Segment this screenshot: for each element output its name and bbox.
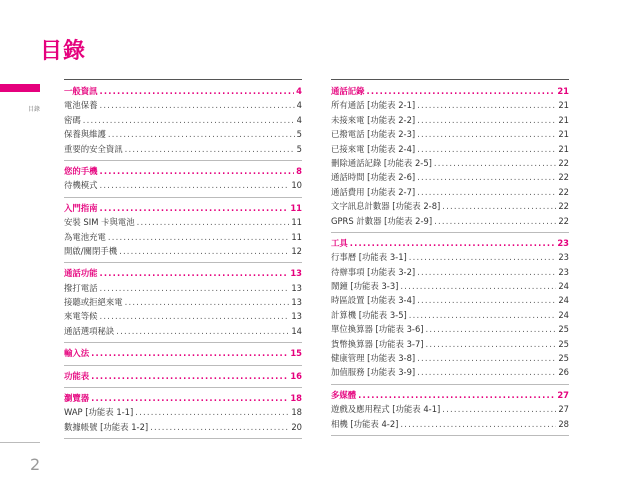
section-title: 通話功能 <box>64 268 98 279</box>
entry-title: 已接來電 [功能表 2-4] <box>331 143 416 154</box>
page-title: 目錄 <box>40 39 87 64</box>
toc-section-heading[interactable] <box>331 236 569 250</box>
toc-entry[interactable] <box>64 178 302 192</box>
entry-title: 保養與維護 <box>64 129 106 140</box>
toc-entry[interactable] <box>64 281 302 295</box>
dot-leader <box>417 98 556 112</box>
toc-right-column <box>331 79 569 436</box>
toc-section <box>64 161 302 198</box>
toc-entry[interactable] <box>64 244 302 258</box>
entry-title: 鬧鐘 [功能表 3-3] <box>331 281 399 292</box>
entry-title: 已撥電話 [功能表 2-3] <box>331 129 416 140</box>
entry-title: 重要的安全資訊 <box>64 143 123 154</box>
dot-leader <box>100 266 289 280</box>
page-ref: 12 <box>291 245 302 256</box>
page-ref: 13 <box>291 282 302 293</box>
page-ref: 26 <box>558 367 569 378</box>
page-ref: 25 <box>558 324 569 335</box>
dot-leader <box>108 230 289 244</box>
toc-entry[interactable] <box>64 309 302 323</box>
toc-section-heading[interactable] <box>331 388 569 402</box>
toc-entry[interactable] <box>331 265 569 279</box>
section-title: 通話記錄 <box>331 86 365 96</box>
toc-entry[interactable] <box>64 142 302 156</box>
entry-title: 刪除通話記錄 [功能表 2-5] <box>331 157 432 168</box>
entry-title: 所有通話 [功能表 2-1] <box>331 100 416 111</box>
toc-section-heading[interactable] <box>64 201 302 215</box>
toc-entry[interactable] <box>331 113 569 127</box>
page-ref: 28 <box>558 418 569 429</box>
toc-section <box>64 80 302 161</box>
dot-leader <box>100 98 295 112</box>
toc-entry[interactable] <box>64 127 302 141</box>
entry-title: 密碼 <box>64 114 81 125</box>
entry-title: 數據帳號 [功能表 1-2] <box>64 421 149 432</box>
page-ref: 4 <box>296 86 302 96</box>
toc-section <box>64 263 302 343</box>
page-ref: 18 <box>290 393 302 404</box>
dot-leader <box>417 170 556 184</box>
entry-title: 安裝 SIM 卡與電池 <box>64 217 135 228</box>
dot-leader <box>417 185 556 199</box>
toc-entry[interactable] <box>331 279 569 293</box>
entry-title: 貨幣換算器 [功能表 3-7] <box>331 338 424 349</box>
page-ref: 11 <box>291 231 302 242</box>
dot-leader <box>409 250 557 264</box>
section-title: 工具 <box>331 237 348 248</box>
dot-leader <box>358 388 555 402</box>
dot-leader <box>434 214 556 228</box>
page-ref: 11 <box>291 217 302 228</box>
section-title: 一般資訊 <box>64 86 98 96</box>
dot-leader <box>409 308 557 322</box>
dot-leader <box>367 84 556 98</box>
dot-leader <box>135 405 289 419</box>
entry-title: WAP [功能表 1-1] <box>64 407 134 418</box>
toc-section <box>331 80 569 233</box>
toc-entry[interactable] <box>331 293 569 307</box>
page-ref: 25 <box>558 338 569 349</box>
page-ref: 27 <box>557 389 569 400</box>
page-ref: 22 <box>558 157 569 168</box>
page-ref: 20 <box>291 421 302 432</box>
section-title: 多媒體 <box>331 389 357 400</box>
toc-entry[interactable] <box>331 322 569 336</box>
dot-leader <box>417 113 556 127</box>
page-ref: 22 <box>558 172 569 183</box>
entry-title: 單位換算器 [功能表 3-6] <box>331 324 424 335</box>
dot-leader <box>108 127 295 141</box>
dot-leader <box>83 113 295 127</box>
page-ref: 21 <box>558 129 569 140</box>
entry-title: 待辦事項 [功能表 3-2] <box>331 266 416 277</box>
page-number: 2 <box>30 455 41 474</box>
toc-section <box>64 343 302 365</box>
dot-leader <box>417 351 556 365</box>
dot-leader <box>417 365 556 379</box>
dot-leader <box>417 293 556 307</box>
toc-entry[interactable] <box>64 295 302 309</box>
entry-title: 遊戲及應用程式 [功能表 4-1] <box>331 404 441 415</box>
toc-section-heading[interactable] <box>64 346 302 360</box>
dot-leader <box>100 281 290 295</box>
entry-title: 通話選項秘訣 <box>64 325 115 336</box>
side-tab-marker <box>0 84 40 92</box>
dot-leader <box>100 201 289 215</box>
entry-title: 相機 [功能表 4-2] <box>331 418 399 429</box>
entry-title: 加值服務 [功能表 3-9] <box>331 367 416 378</box>
toc-entry[interactable] <box>64 113 302 127</box>
page-ref: 27 <box>558 404 569 415</box>
toc-section <box>64 198 302 264</box>
entry-title: 時區設置 [功能表 3-4] <box>331 295 416 306</box>
page-ref: 15 <box>290 348 302 359</box>
dot-leader <box>150 420 289 434</box>
toc-entry[interactable] <box>331 365 569 379</box>
toc-entry[interactable] <box>64 230 302 244</box>
page-ref: 21 <box>558 100 569 111</box>
toc-entry[interactable] <box>64 98 302 112</box>
dot-leader <box>426 322 557 336</box>
page-ref: 14 <box>291 325 302 336</box>
dot-leader <box>426 337 557 351</box>
toc-entry[interactable] <box>331 170 569 184</box>
entry-title: 行事曆 [功能表 3-1] <box>331 252 407 263</box>
toc-section-heading[interactable] <box>64 266 302 280</box>
toc-section-heading[interactable] <box>64 84 302 98</box>
page-ref: 24 <box>558 295 569 306</box>
page-ref: 13 <box>291 311 302 322</box>
dot-leader <box>400 417 556 431</box>
entry-title: 接聽或拒絕來電 <box>64 297 123 308</box>
page-ref: 24 <box>558 309 569 320</box>
dot-leader <box>91 346 288 360</box>
dot-leader <box>100 164 295 178</box>
page-ref: 4 <box>296 114 302 125</box>
entry-title: 文字訊息計數器 [功能表 2-8] <box>331 201 441 212</box>
page-ref: 22 <box>558 215 569 226</box>
entry-title: 未接來電 [功能表 2-2] <box>331 114 416 125</box>
dot-leader <box>442 199 556 213</box>
page-ref: 10 <box>291 180 302 191</box>
toc-entry[interactable] <box>331 156 569 170</box>
entry-title: 健康管理 [功能表 3-8] <box>331 353 416 364</box>
section-title: 瀏覽器 <box>64 393 90 404</box>
toc-entry[interactable] <box>64 420 302 434</box>
entry-title: 電池保養 <box>64 100 98 111</box>
toc-section-heading[interactable] <box>64 391 302 405</box>
footer-divider <box>0 442 40 443</box>
toc-entry[interactable] <box>331 127 569 141</box>
section-title: 入門指南 <box>64 202 98 213</box>
entry-title: 通話時間 [功能表 2-6] <box>331 172 416 183</box>
toc-section <box>331 385 569 436</box>
entry-title: 通話費用 [功能表 2-7] <box>331 186 416 197</box>
entry-title: 計算機 [功能表 3-5] <box>331 309 407 320</box>
page-ref: 5 <box>296 129 302 140</box>
toc-entry[interactable] <box>64 324 302 338</box>
toc-entry[interactable] <box>331 351 569 365</box>
dot-leader <box>137 215 290 229</box>
dot-leader <box>91 369 288 383</box>
dot-leader <box>116 324 289 338</box>
entry-title: 開啟/關閉手機 <box>64 245 118 256</box>
page-ref: 16 <box>290 370 302 381</box>
section-title: 輸入法 <box>64 348 90 359</box>
toc-entry[interactable] <box>331 214 569 228</box>
toc-entry[interactable] <box>331 308 569 322</box>
toc-entry[interactable] <box>331 402 569 416</box>
page-ref: 23 <box>558 252 569 263</box>
page-ref: 25 <box>558 353 569 364</box>
page-ref: 8 <box>296 165 302 176</box>
page-ref: 18 <box>291 407 302 418</box>
page-ref: 22 <box>558 201 569 212</box>
dot-leader <box>100 84 295 98</box>
page-ref: 5 <box>296 143 302 154</box>
toc-entry[interactable] <box>331 337 569 351</box>
page-ref: 22 <box>558 186 569 197</box>
page-ref: 21 <box>558 143 569 154</box>
section-title: 您的手機 <box>64 165 98 176</box>
dot-leader <box>100 178 290 192</box>
toc-entry[interactable] <box>331 417 569 431</box>
toc-section <box>64 388 302 439</box>
toc-section <box>331 233 569 385</box>
page-ref: 21 <box>557 86 569 96</box>
page-ref: 21 <box>558 114 569 125</box>
dot-leader <box>91 391 288 405</box>
dot-leader <box>442 402 556 416</box>
toc-section-heading[interactable] <box>64 369 302 383</box>
dot-leader <box>400 279 556 293</box>
entry-title: GPRS 計數器 [功能表 2-9] <box>331 215 433 226</box>
entry-title: 為電池充電 <box>64 231 106 242</box>
toc-section-heading[interactable] <box>64 164 302 178</box>
toc-entry[interactable] <box>331 199 569 213</box>
dot-leader <box>119 244 289 258</box>
dot-leader <box>125 295 290 309</box>
dot-leader <box>100 309 290 323</box>
section-title: 功能表 <box>64 370 90 381</box>
toc-entry[interactable] <box>331 142 569 156</box>
page-ref: 24 <box>558 281 569 292</box>
toc-entry[interactable] <box>331 250 569 264</box>
entry-title: 撥打電話 <box>64 282 98 293</box>
page-ref: 13 <box>290 268 302 279</box>
page-ref: 23 <box>557 237 569 248</box>
toc-entry[interactable] <box>64 405 302 419</box>
page-ref: 4 <box>296 100 302 111</box>
dot-leader <box>417 142 556 156</box>
entry-title: 來電等候 <box>64 311 98 322</box>
toc-section <box>64 366 302 388</box>
dot-leader <box>125 142 295 156</box>
page-ref: 11 <box>290 202 302 213</box>
toc-section-heading[interactable] <box>331 84 569 98</box>
toc-left-column <box>64 79 302 439</box>
dot-leader <box>434 156 556 170</box>
side-tab-label: 目錄 <box>28 106 41 113</box>
page-ref: 23 <box>558 266 569 277</box>
dot-leader <box>350 236 556 250</box>
entry-title: 待機模式 <box>64 180 98 191</box>
toc-entry[interactable] <box>331 185 569 199</box>
toc-entry[interactable] <box>64 215 302 229</box>
toc-entry[interactable] <box>331 98 569 112</box>
dot-leader <box>417 127 556 141</box>
page-ref: 13 <box>291 297 302 308</box>
dot-leader <box>417 265 556 279</box>
